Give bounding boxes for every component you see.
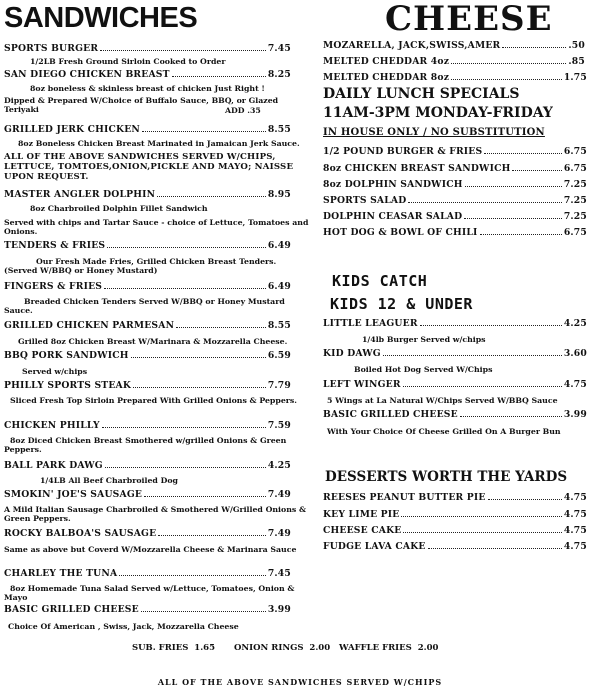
menu-item: HOT DOG & BOWL OF CHILI 6.75 [323,227,587,238]
menu-item: ROCKY BALBOA'S SAUSAGE 7.49 [4,528,291,539]
menu-item: MELTED CHEDDAR 4oz .85 [323,56,585,67]
menu-item: 8oz CHICKEN BREAST SANDWICH 6.75 [323,163,587,174]
menu-item: SAN DIEGO CHICKEN BREAST 8.25 [4,69,291,80]
menu-item: GRILLED CHICKEN PARMESAN 8.55 [4,320,291,331]
side-item: WAFFLE FRIES 2.00 [339,643,439,653]
item-description: 8oz Homemade Tuna Salad Served w/Lettuce, Tomatoes, Onion & Mayo [4,584,295,602]
item-addon: ADD .35 [225,106,261,115]
menu-item: FUDGE LAVA CAKE 4.75 [323,541,587,552]
menu-item: LEFT WINGER 4.75 [323,379,587,390]
menu-item: REESES PEANUT BUTTER PIE 4.75 [323,492,587,503]
menu-item: BASIC GRILLED CHEESE 3.99 [4,604,291,615]
menu-item: BALL PARK DAWG 4.25 [4,460,291,471]
item-description: 5 Wings at La Natural W/Chips Served W/BBQ Sauce [327,396,558,405]
item-description: 1/4LB All Beef Charbroiled Dog [40,476,179,485]
menu-item: SMOKIN' JOE'S SAUSAGE 7.49 [4,489,291,500]
menu-item: BASIC GRILLED CHEESE 3.99 [323,409,587,420]
item-description: Served w/chips [22,367,88,376]
kids-subtitle: KIDS 12 & UNDER [330,295,473,313]
lunch-note: IN HOUSE ONLY / NO SUBSTITUTION [323,127,545,138]
menu-item: CHICKEN PHILLY 7.59 [4,420,291,431]
menu-item: KID DAWG 3.60 [323,348,587,359]
item-description: Served with chips and Tartar Sauce - choice of Lettuce, Tomatoes and Onions. [4,218,309,236]
footer-note: ALL OF THE ABOVE SANDWICHES SERVED W/CHIPS [157,677,443,687]
item-description: Breaded Chicken Tenders Served W/BBQ or Honey Mustard Sauce. [4,297,285,315]
sandwiches-note: ALL OF THE ABOVE SANDWICHES SERVED W/CHIPS, LETTUCE, TOMTOES,ONION,PICKLE AND MAYO; NAISSE UPON REQUEST. [4,152,294,182]
menu-item: MOZARELLA, JACK,SWISS,AMER .50 [323,40,585,51]
side-item: ONION RINGS 2.00 [234,643,331,653]
menu-item: SPORTS SALAD 7.25 [323,195,587,206]
item-description: 8oz Diced Chicken Breast Smothered w/grilled Onions & Green Peppers. [4,436,287,454]
item-description: A Mild Italian Sausage Charbroiled & Smothered W/Grilled Onions & Green Peppers. [4,505,307,523]
cheese-title: CHEESE [385,0,553,39]
item-description: Choice Of American , Swiss, Jack, Mozzarella Cheese [8,622,239,631]
item-description: 1/4lb Burger Served w/chips [362,335,486,344]
sandwiches-title: SANDWICHES [4,2,198,34]
menu-item: CHARLEY THE TUNA 7.45 [4,568,291,579]
item-description: 8oz Charbroiled Dolphin Fillet Sandwich [30,204,208,213]
kids-title: KIDS CATCH [332,272,428,290]
item-description: Sliced Fresh Top Sirloin Prepared With Grilled Onions & Peppers. [10,396,298,405]
menu-item: 1/2 POUND BURGER & FRIES 6.75 [323,146,587,157]
side-item: SUB. FRIES 1.65 [132,643,215,653]
item-description: Same as above but Coverd W/Mozzarella Cheese & Marinara Sauce [4,545,297,554]
menu-item: MASTER ANGLER DOLPHIN 8.95 [4,189,291,200]
item-description: 8oz Boneless Chicken Breast Marinated in Jamaican Jerk Sauce. [18,139,300,148]
menu-item: KEY LIME PIE 4.75 [323,509,587,520]
item-description: Boiled Hot Dog Served W/Chips [354,365,493,374]
menu-item: GRILLED JERK CHICKEN 8.55 [4,124,291,135]
menu-item: LITTLE LEAGUER 4.25 [323,318,587,329]
lunch-title: DAILY LUNCH SPECIALS [323,86,520,102]
menu-item: TENDERS & FRIES 6.49 [4,240,291,251]
menu-item: MELTED CHEDDAR 8oz 1.75 [323,72,587,83]
item-description: Our Fresh Made Fries, Grilled Chicken Breast Tenders. (Served W/BBQ or Honey Mustard) [4,257,277,275]
menu-item: BBQ PORK SANDWICH 6.59 [4,350,291,361]
menu-item: CHEESE CAKE 4.75 [323,525,587,536]
menu-item: FINGERS & FRIES 6.49 [4,281,291,292]
menu-item: PHILLY SPORTS STEAK 7.79 [4,380,291,391]
menu-item: SPORTS BURGER 7.45 [4,43,291,54]
item-description: With Your Choice Of Cheese Grilled On A Burger Bun [327,427,561,436]
item-description: 8oz boneless & skinless breast of chicken Just Right ! [30,84,265,93]
menu-item: DOLPHIN CEASAR SALAD 7.25 [323,211,587,222]
desserts-title: DESSERTS WORTH THE YARDS [325,469,568,485]
menu-item: 8oz DOLPHIN SANDWICH 7.25 [323,179,587,190]
item-description: 1/2LB Fresh Ground Sirloin Cooked to Order [30,57,226,66]
item-description: Grilled 8oz Chicken Breast W/Marinara & Mozzarella Cheese. [18,337,288,346]
item-description: Dipped & Prepared W/Choice of Buffalo Sauce, BBQ, or Glazed Teriyaki [4,96,279,114]
lunch-hours: 11AM-3PM MONDAY-FRIDAY [323,105,553,121]
